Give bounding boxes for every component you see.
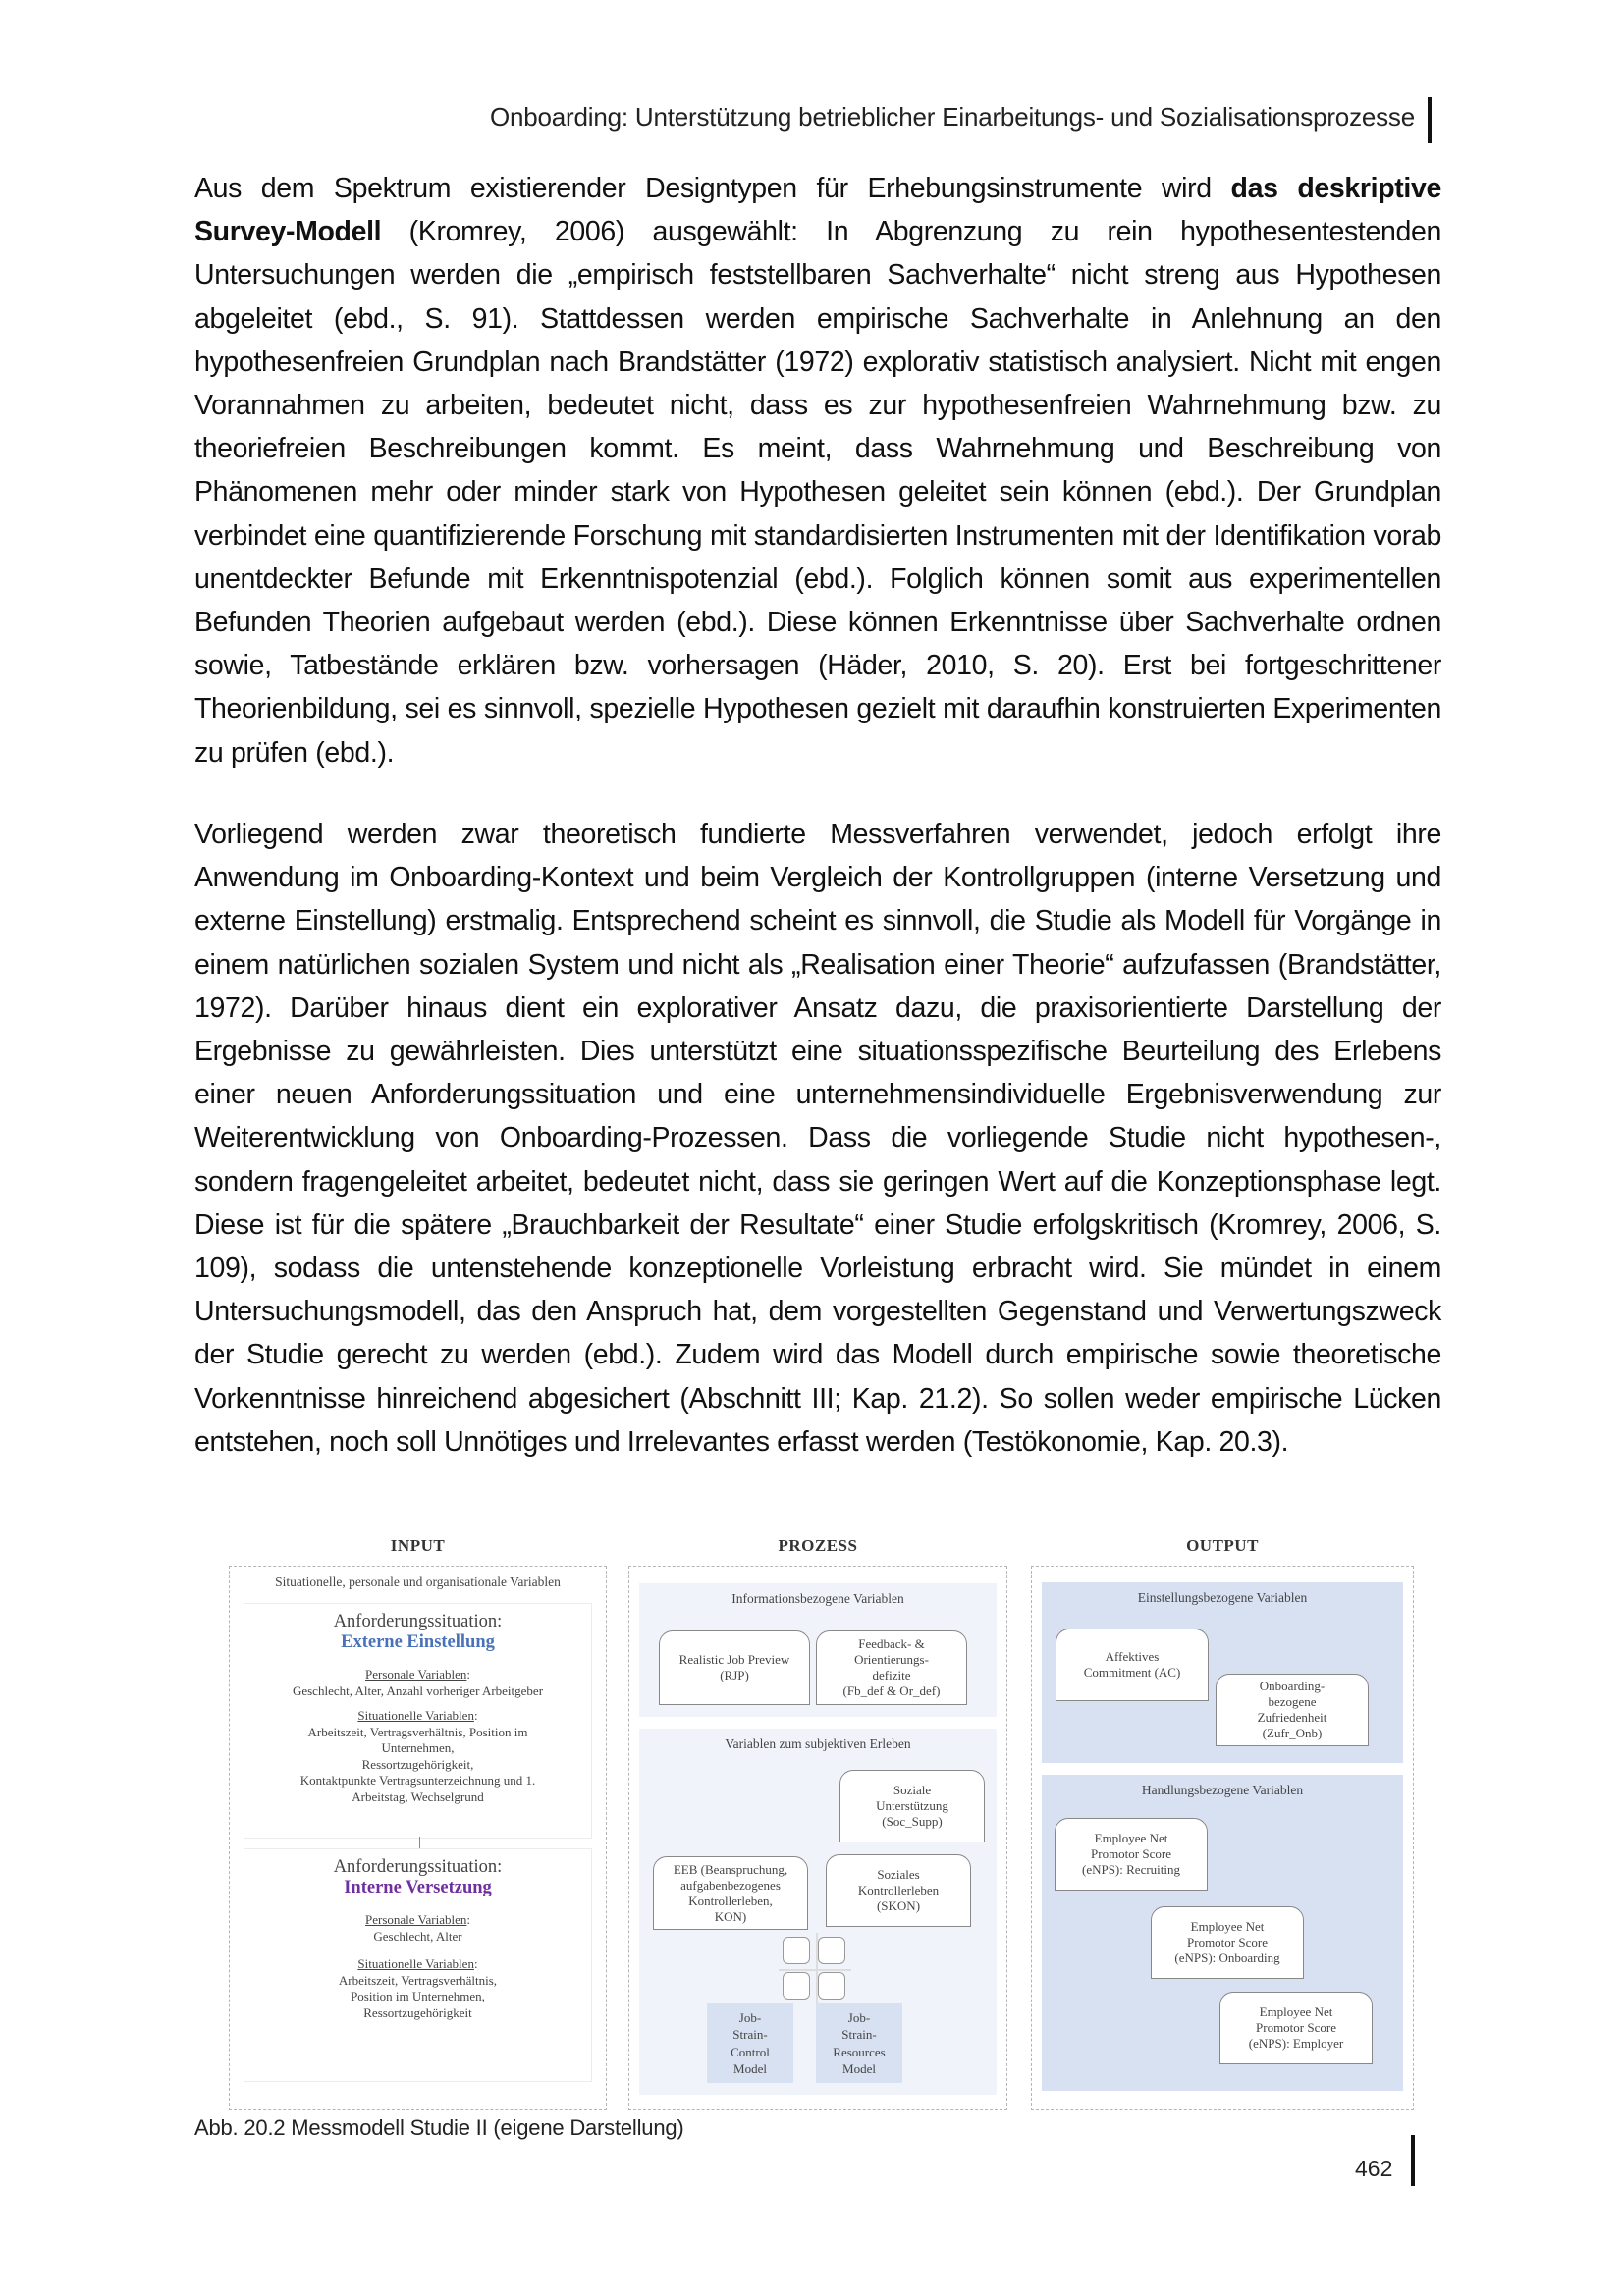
box-line: aufgabenbezogenes xyxy=(680,1877,781,1893)
box-line: Employee Net xyxy=(1094,1831,1168,1845)
prozess-column-title: PROZESS xyxy=(778,1536,858,1555)
box-line: bezogene xyxy=(1268,1694,1317,1709)
box-line: Kontrollerleben xyxy=(857,1883,940,1897)
matrix-axis-horizontal xyxy=(779,1969,851,1971)
internal-situational-line: Arbeitszeit, Vertragsverhältnis, xyxy=(338,1972,498,1988)
attitude-variables-panel xyxy=(1042,1582,1403,1763)
external-situational-line: Arbeitszeit, Vertragsverhältnis, Position im xyxy=(307,1724,528,1739)
external-heading: Anforderungssituation: xyxy=(333,1612,503,1631)
external-accent-title: Externe Einstellung xyxy=(341,1632,495,1652)
model-line: Model xyxy=(733,2061,767,2076)
internal-situational-label: Situationelle Variablen xyxy=(357,1956,474,1971)
matrix-icon xyxy=(783,1937,849,2003)
model-line: Strain- xyxy=(732,2027,768,2042)
internal-situational-line: Ressortzugehörigkeit xyxy=(363,2004,472,2020)
model-line: Strain- xyxy=(841,2027,877,2042)
social-support-box xyxy=(839,1770,985,1842)
box-line: (eNPS): Employer xyxy=(1248,2036,1344,2051)
box-line: (RJP) xyxy=(720,1668,749,1682)
box-line: EEB (Beanspruchung, xyxy=(673,1861,788,1877)
box-line: Commitment (AC) xyxy=(1083,1665,1181,1680)
box-line: Feedback- & xyxy=(858,1636,925,1651)
matrix-cell xyxy=(783,1937,810,1964)
prozess-column xyxy=(628,1566,1007,2110)
action-panel-title: Handlungsbezogene Variablen xyxy=(1141,1783,1304,1797)
matrix-cell xyxy=(818,1937,845,1964)
input-column-title: INPUT xyxy=(390,1536,446,1555)
paragraph-1 xyxy=(194,167,1441,774)
internal-personal-label: Personale Variablen xyxy=(365,1912,467,1927)
box-line: Employee Net xyxy=(1190,1919,1265,1934)
job-strain-control-model xyxy=(707,2003,793,2083)
box-line: Promotor Score xyxy=(1187,1935,1268,1949)
job-strain-resources-model xyxy=(816,2003,902,2083)
input-subtitle: Situationelle, personale und organisationale Variablen xyxy=(275,1575,561,1589)
box-line: Kontrollerleben, xyxy=(688,1893,773,1908)
enps-onboarding-box xyxy=(1151,1906,1304,1979)
figure-caption: Abb. 20.2 Messmodell Studie II (eigene Darstellung) xyxy=(194,2115,684,2140)
paragraph-2 xyxy=(194,813,1441,1464)
box-line: (eNPS): Onboarding xyxy=(1174,1950,1280,1965)
external-personal-values: Geschlecht, Alter, Anzahl vorheriger Arbeitgeber xyxy=(292,1682,544,1698)
matrix-cell xyxy=(818,1972,845,2000)
external-hire-card: Anforderungssituation: Externe Einstellung Personale Variablen: Geschlecht, Alter, Anzahl vorheriger Arbeitgeber Situationelle Variablen: Arbeitszeit, Vertragsverhältnis, Position im Unternehmen, Ressortzugehörigkeit, Kontaktpunkte Vertragsunterzeichnung und 1. Arbeitstag, Wechselgrund xyxy=(244,1603,592,1839)
external-situational-line: Unternehmen, xyxy=(381,1740,455,1755)
enps-employer-box xyxy=(1219,1992,1373,2064)
box-line: Soziales xyxy=(877,1867,920,1882)
attitude-panel-title: Einstellungsbezogene Variablen xyxy=(1137,1590,1308,1605)
box-line: (Zufr_Onb) xyxy=(1262,1726,1323,1740)
output-column-title: OUTPUT xyxy=(1186,1536,1259,1555)
experience-variables-panel xyxy=(639,1729,997,2095)
page-number: 462 xyxy=(1355,2156,1393,2181)
external-situational-line: Kontaktpunkte Vertragsunterzeichnung und 1. xyxy=(299,1773,536,1788)
onboarding-satisfaction-box xyxy=(1216,1674,1369,1746)
action-variables-panel xyxy=(1042,1775,1403,2091)
internal-situational-line: Position im Unternehmen, xyxy=(351,1989,485,2003)
internal-accent-title: Interne Versetzung xyxy=(344,1878,492,1897)
model-line: Control xyxy=(731,2044,770,2059)
paragraph-1-rest: (Kromrey, 2006) ausgewählt: In Abgrenzung zu rein hypothesentestenden Untersuchungen werden die „empirisch feststellbaren Sachverhalte“ nicht streng aus Hypothesen abgeleitet (ebd., S. 91). Stattdessen werden empirische Sachverhalte in Anlehnung an den hypothesenfreien Grundplan nach Brandstätter (1972) explorativ statistisch analysiert. Nicht mit engen Vorannahmen zu arbeiten, bedeutet nicht, dass es zur hypothesenfreien Wahrnehmung bzw. zu theoriefreien Beschreibungen kommt. Es meint, dass Wahrnehmung und Beschreibung von Phänomenen mehr oder minder stark von Hypothesen geleitet sein können (ebd.). Der Grundplan verbindet eine quantifizierende Forschung mit standardisierten Instrumenten mit der Identifikation vorab unentdeckter Befunde mit Erkenntnispotenzial (ebd.). Folglich können somit aus experimentellen Befunden Theorien aufgebaut werden (ebd.). Diese können Erkenntnisse über Sachverhalte ordnen sowie, Tatbestände erklären bzw. vorhersagen (Häder, 2010, S. 20). Erst bei fortgeschrittener Theorienbildung, sei es sinnvoll, spezielle Hypothesen gezielt mit daraufhin konstruierten Experimenten zu prüfen (ebd.). xyxy=(194,216,1441,769)
model-line: Resources xyxy=(833,2044,886,2059)
info-panel-title: Informationsbezogene Variablen xyxy=(731,1591,904,1606)
box-line: (eNPS): Recruiting xyxy=(1081,1862,1180,1877)
affective-commitment-box xyxy=(1056,1629,1209,1701)
paragraph-1-bold-term: das deskriptive Survey-Modell xyxy=(194,173,1441,248)
box-line: Employee Net xyxy=(1259,2004,1333,2019)
model-line: Model xyxy=(842,2061,876,2076)
input-connector-line xyxy=(419,1837,420,1848)
matrix-cell xyxy=(783,1972,810,2000)
internal-heading: Anforderungssituation: xyxy=(333,1857,503,1877)
box-line: Promotor Score xyxy=(1091,1846,1171,1861)
running-head-rule xyxy=(1428,97,1432,143)
running-head-title: Onboarding: Unterstützung betrieblicher Einarbeitungs- und Sozialisationsprozesse xyxy=(489,102,1415,132)
internal-personal-values: Geschlecht, Alter xyxy=(373,1928,462,1944)
rjp-box xyxy=(659,1630,810,1705)
box-line: KON) xyxy=(714,1908,747,1924)
paragraph-1-intro: Aus dem Spektrum existierender Designtypen für Erhebungsinstrumente wird xyxy=(194,173,1231,204)
box-line: Onboarding- xyxy=(1259,1679,1326,1693)
external-situational-label: Situationelle Variablen xyxy=(357,1708,474,1723)
box-line: Soziale xyxy=(893,1783,932,1797)
box-line: (Soc_Supp) xyxy=(882,1814,943,1829)
box-line: Realistic Job Preview xyxy=(678,1652,790,1667)
model-line: Job- xyxy=(847,2009,871,2025)
input-column xyxy=(229,1566,607,2110)
box-line: (Fb_def & Or_def) xyxy=(842,1683,941,1698)
paragraph-2-text: Vorliegend werden zwar theoretisch fundierte Messverfahren verwendet, jedoch erfolgt ihre Anwendung im Onboarding-Kontext und beim Vergleich der Kontrollgruppen (interne Versetzung und externe Einstellung) erstmalig. Entsprechend scheint es sinnvoll, die Studie als Modell für Vorgänge in einem natürlichen sozialen System und nicht als „Realisation einer Theorie“ aufzufassen (Brandstätter, 1972). Darüber hinaus dient ein explorativer Ansatz dazu, die praxisorientierte Darstellung der Ergebnisse zu gewährleisten. Dies unterstützt eine situationsspezifische Beurteilung des Erlebens einer neuen Anforderungssituation und eine unternehmensindividuelle Ergebnisverwendung zur Weiterentwicklung von Onboarding-Prozessen. Dass die vorliegende Studie nicht hypothesen-, sondern fragengeleitet arbeitet, bedeutet nicht, dass sie geringen Wert auf die Konzeptionsphase legt. Diese ist für die spätere „Brauchbarkeit der Resultate“ einer Studie erfolgskritisch (Kromrey, 2006, S. 109), sodass die untenstehende konzeptionelle Vorleistung erbracht wird. Sie mündet in einem Untersuchungsmodell, das den Anspruch hat, dem vorgestellten Gegenstand und Verwertungszweck der Studie gerecht zu werden (ebd.). Zudem wird das Modell durch empirische sowie theoretische Vorkenntnisse hinreichend abgesichert (Abschnitt III; Kap. 21.2). So sollen weder empirische Lücken entstehen, noch soll Unnötiges und Irrelevantes erfasst werden (Testökonomie, Kap. 20.3). xyxy=(194,819,1441,1458)
feedback-deficit-box xyxy=(816,1630,967,1705)
box-line: Unterstützung xyxy=(876,1798,948,1813)
measurement-model-diagram xyxy=(226,1536,1434,2110)
experience-panel-title: Variablen zum subjektiven Erleben xyxy=(725,1736,911,1751)
enps-recruiting-box xyxy=(1055,1818,1208,1891)
eeb-box xyxy=(653,1856,808,1930)
info-variables-panel xyxy=(639,1583,997,1717)
social-control-box xyxy=(826,1854,971,1927)
model-line: Job- xyxy=(738,2009,762,2025)
box-line: Orientierungs- xyxy=(854,1652,929,1667)
box-line: Promotor Score xyxy=(1256,2020,1336,2035)
box-line: Zufriedenheit xyxy=(1257,1710,1327,1725)
box-line: defizite xyxy=(872,1668,911,1682)
page-number-rule xyxy=(1411,2135,1415,2186)
external-situational-line: Ressortzugehörigkeit, xyxy=(361,1756,474,1772)
internal-transfer-card: Anforderungssituation: Interne Versetzung Personale Variablen: Geschlecht, Alter Situationelle Variablen: Arbeitszeit, Vertragsverhältnis, Position im Unternehmen, Ressortzugehörigkeit xyxy=(244,1848,592,2082)
box-line: (SKON) xyxy=(876,1898,921,1913)
output-column xyxy=(1031,1566,1414,2110)
external-situational-line: Arbeitstag, Wechselgrund xyxy=(352,1789,484,1804)
external-personal-label: Personale Variablen xyxy=(365,1667,467,1682)
box-line: Affektives xyxy=(1105,1649,1160,1664)
